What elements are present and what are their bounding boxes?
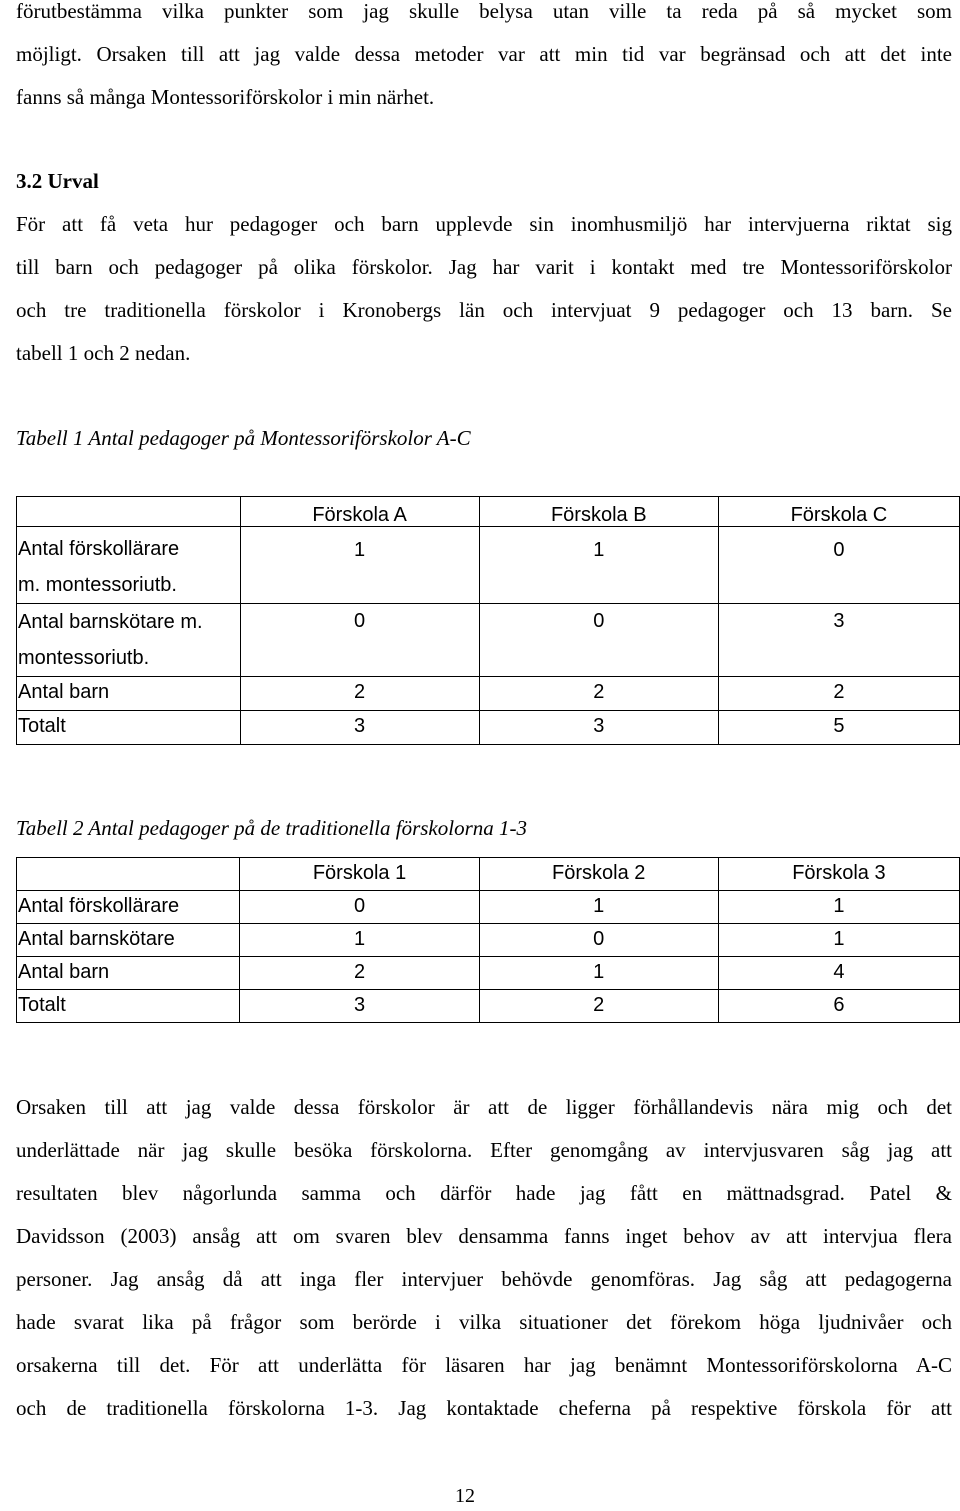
table-cell: 1: [479, 891, 718, 924]
table-cell: 1: [718, 891, 959, 924]
table-cell: 0: [479, 604, 718, 677]
table-row: [17, 711, 960, 745]
table-cell: 1: [718, 924, 959, 957]
table-cell: 3: [240, 990, 479, 1023]
table-row-label: Antal barn: [17, 957, 240, 990]
table-row-label: Antal barn: [17, 677, 241, 711]
table1-caption: Tabell 1 Antal pedagoger på Montessoriförskolor A-C: [16, 426, 471, 450]
table-row: [17, 924, 960, 957]
table-cell: 0: [240, 891, 479, 924]
table-cell: 0: [479, 924, 718, 957]
table-cell: 2: [240, 957, 479, 990]
table-cell: 1: [240, 924, 479, 957]
intro-line: förutbestämma vilka punkter som jag skulle belysa utan ville ta reda på så mycket som: [16, 0, 952, 23]
closing-paragraph: [16, 1086, 952, 1430]
page-number: 12: [455, 1485, 475, 1507]
table-row: [17, 604, 960, 677]
table-row-label: Totalt: [17, 990, 240, 1023]
table-cell: 5: [718, 711, 959, 745]
intro-paragraph: [16, 0, 952, 119]
table-header-cell: Förskola A: [240, 497, 479, 527]
table-row: [17, 527, 960, 604]
table-header-cell: [17, 497, 241, 527]
intro-line: fanns så många Montessoriförskolor i min närhet.: [16, 85, 435, 109]
table-row: [17, 677, 960, 711]
table-cell: 0: [240, 604, 479, 677]
table2: [16, 857, 960, 1023]
closing-line: Davidsson (2003) ansåg att om svaren blev densamma fanns inget behov av att intervjua flera: [16, 1224, 952, 1248]
table-row: [17, 891, 960, 924]
section-line: För att få veta hur pedagoger och barn upplevde sin inomhusmiljö har intervjuerna riktat sig: [16, 212, 952, 236]
closing-line: hade svarat lika på frågor som berörde i vilka situationer det förekom höga ljudnivåer och: [16, 1310, 952, 1334]
table-cell: 1: [479, 957, 718, 990]
table-cell: 2: [479, 677, 718, 711]
table-header-cell: Förskola C: [718, 497, 959, 527]
table-header-cell: Förskola 3: [718, 858, 959, 891]
table-header-row: [17, 858, 960, 891]
table-row: [17, 990, 960, 1023]
table-row-label: Antal förskollärare: [17, 891, 240, 924]
table-cell: 2: [240, 677, 479, 711]
table-header-cell: Förskola 2: [479, 858, 718, 891]
table-cell: 3: [240, 711, 479, 745]
table-header-cell: Förskola 1: [240, 858, 479, 891]
closing-line: och de traditionella förskolorna 1-3. Jag kontaktade cheferna på respektive förskola för att: [16, 1396, 952, 1420]
closing-line: Orsaken till att jag valde dessa förskolor är att de ligger förhållandevis nära mig och det: [16, 1095, 952, 1119]
intro-line: möjligt. Orsaken till att jag valde dessa metoder var att min tid var begränsad och att det inte: [16, 42, 952, 66]
table-cell: 1: [479, 527, 718, 604]
table-cell: 3: [479, 711, 718, 745]
table-row-label: Antal förskollärare m. montessoriutb.: [17, 527, 241, 604]
table-row-label: Totalt: [17, 711, 241, 745]
table-row: [17, 957, 960, 990]
section-line: tabell 1 och 2 nedan.: [16, 341, 191, 365]
closing-line: personer. Jag ansåg då att inga fler intervjuer behövde genomföras. Jag såg att pedagogerna: [16, 1267, 952, 1291]
table-cell: 6: [718, 990, 959, 1023]
table-row-label: Antal barnskötare: [17, 924, 240, 957]
table-row-label: Antal barnskötare m. montessoriutb.: [17, 604, 241, 677]
table-cell: 0: [718, 527, 959, 604]
closing-line: underlättade när jag skulle besöka förskolorna. Efter genomgång av intervjusvaren såg jag att: [16, 1138, 952, 1162]
table-header-row: [17, 497, 960, 527]
table-header-cell: Förskola B: [479, 497, 718, 527]
closing-line: resultaten blev någorlunda samma och därför hade jag fått en mättnadsgrad. Patel &: [16, 1181, 952, 1205]
table-cell: 1: [240, 527, 479, 604]
table1: [16, 496, 960, 745]
section-line: och tre traditionella förskolor i Kronobergs län och intervjuat 9 pedagoger och 13 barn. Se: [16, 298, 952, 322]
table-cell: 2: [718, 677, 959, 711]
table-cell: 2: [479, 990, 718, 1023]
section-line: till barn och pedagoger på olika förskolor. Jag har varit i kontakt med tre Montessoriförskolor: [16, 255, 952, 279]
section-heading: 3.2 Urval: [16, 169, 99, 193]
table-header-cell: [17, 858, 240, 891]
table-cell: 3: [718, 604, 959, 677]
table-cell: 4: [718, 957, 959, 990]
section-paragraph: [16, 203, 952, 375]
table2-caption: Tabell 2 Antal pedagoger på de traditionella förskolorna 1-3: [16, 816, 527, 840]
closing-line: orsakerna till det. För att underlätta för läsaren har jag benämnt Montessoriförskolorna A-C: [16, 1353, 952, 1377]
